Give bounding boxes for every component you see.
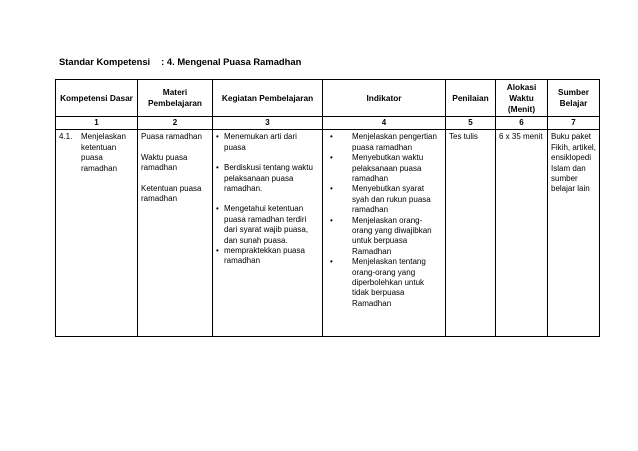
column-number: 6 — [496, 117, 548, 130]
column-number: 3 — [213, 117, 323, 130]
materi-item: Puasa ramadhan — [141, 132, 202, 142]
cell-kegiatan — [213, 130, 323, 337]
indikator-list — [326, 132, 442, 309]
indikator-item: • Menjelaskan pengertian puasa ramadhan — [326, 132, 442, 153]
header-alokasi: Alokasi Waktu (Menit) — [496, 80, 548, 117]
column-number: 4 — [323, 117, 446, 130]
indikator-item: • Menyebutkan waktu pelaksanaan puasa ramadhan — [326, 153, 442, 184]
header-row — [56, 80, 600, 117]
kd-text: Menjelaskan ketentuan puasa ramadhan — [81, 132, 126, 173]
kegiatan-item: • Menemukan arti dari puasa — [216, 132, 319, 153]
cell-sumber: Buku paket Fikih, artikel, ensiklopedi Islam dan sumber belajar lain — [548, 130, 600, 337]
kegiatan-item: • Mengetahui ketentuan puasa ramadhan terdiri dari syarat wajib puasa, dan sunah puasa. — [216, 204, 319, 246]
indikator-item: • Menjelaskan orang-orang yang diwajibkan untuk berpuasa Ramadhan — [326, 216, 442, 258]
syllabus-table — [55, 79, 600, 337]
cell-kompetensi-dasar — [56, 130, 138, 337]
materi-item: Ketentuan puasa ramadhan — [141, 183, 202, 204]
kegiatan-list — [216, 132, 319, 266]
column-number: 7 — [548, 117, 600, 130]
header-materi: Materi Pembelajaran — [138, 80, 213, 117]
cell-alokasi: 6 x 35 menit — [496, 130, 548, 337]
kegiatan-item: • Berdiskusi tentang waktu pelaksanaan puasa ramadhan. — [216, 163, 319, 194]
column-number: 1 — [56, 117, 138, 130]
column-number: 2 — [138, 117, 213, 130]
standar-kompetensi-line — [59, 56, 301, 67]
header-kompetensi-dasar: Kompetensi Dasar — [56, 80, 138, 117]
indikator-item: • Menyebutkan syarat syah dan rukun puasa ramadhan — [326, 184, 442, 215]
standar-kompetensi-label: Standar Kompetensi — [59, 56, 151, 67]
table-row — [56, 130, 600, 337]
header-indikator: Indikator — [323, 80, 446, 117]
standar-kompetensi-value: : 4. Mengenal Puasa Ramadhan — [161, 56, 302, 67]
materi-item: Waktu puasa ramadhan — [141, 152, 188, 173]
column-number: 5 — [446, 117, 496, 130]
kd-number: 4.1. — [59, 132, 73, 142]
header-kegiatan: Kegiatan Pembelajaran — [213, 80, 323, 117]
kegiatan-item: • mempraktekkan puasa ramadhan — [216, 246, 319, 267]
cell-penilaian: Tes tulis — [446, 130, 496, 337]
column-number-row — [56, 117, 600, 130]
header-sumber: Sumber Belajar — [548, 80, 600, 117]
cell-materi — [138, 130, 213, 337]
cell-indikator — [323, 130, 446, 337]
indikator-item: • Menjelaskan tentang orang-orang yang diperbolehkan untuk tidak berpuasa Ramadhan — [326, 257, 442, 309]
header-penilaian: Penilaian — [446, 80, 496, 117]
